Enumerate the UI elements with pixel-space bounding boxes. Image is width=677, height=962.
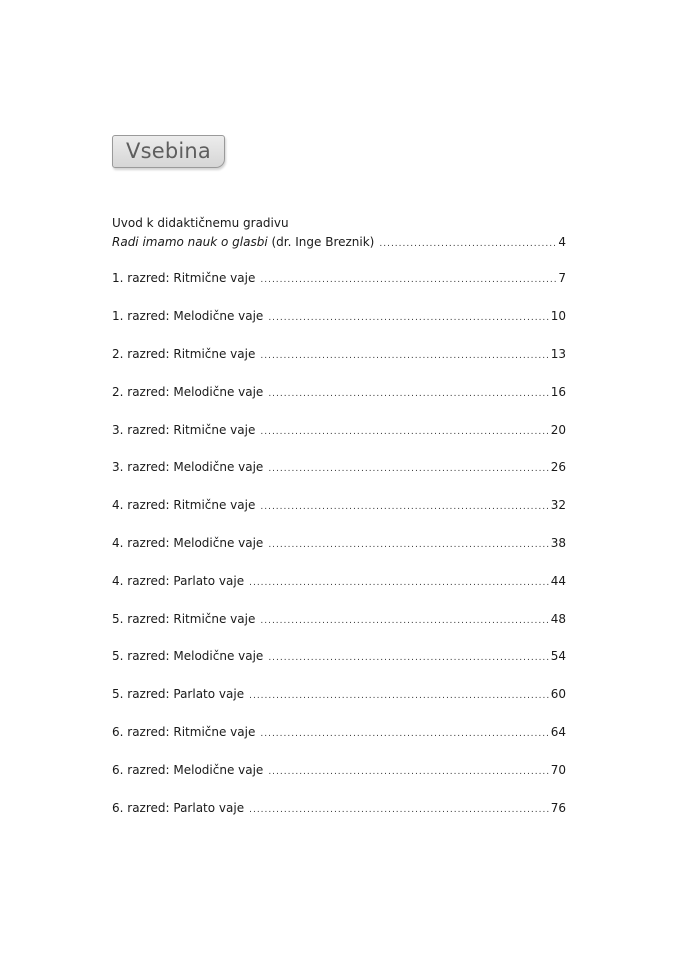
dot-leader bbox=[268, 538, 548, 552]
toc-entry[interactable] bbox=[112, 763, 566, 777]
dot-leader bbox=[260, 349, 548, 363]
toc-entry-page: 20 bbox=[550, 423, 566, 437]
dot-leader bbox=[268, 387, 548, 401]
dot-leader bbox=[260, 727, 548, 741]
toc-entry-label: 5. razred: Melodične vaje bbox=[112, 649, 264, 663]
dot-leader bbox=[268, 311, 548, 325]
dot-leader bbox=[249, 689, 549, 703]
toc-entry-label: 3. razred: Melodične vaje bbox=[112, 460, 264, 474]
toc-entry-label: 4. razred: Parlato vaje bbox=[112, 574, 245, 588]
toc-entry-page: 7 bbox=[558, 271, 566, 285]
toc-entry[interactable] bbox=[112, 801, 566, 815]
toc-entry-label: 2. razred: Melodične vaje bbox=[112, 385, 264, 399]
toc-entry-label bbox=[112, 235, 374, 249]
dot-leader bbox=[268, 651, 548, 665]
toc-entry-page: 26 bbox=[550, 460, 566, 474]
dot-leader bbox=[260, 500, 548, 514]
contents-heading-box bbox=[112, 135, 225, 168]
toc-entry-label: 3. razred: Ritmične vaje bbox=[112, 423, 256, 437]
toc-entry-label: 6. razred: Melodične vaje bbox=[112, 763, 264, 777]
toc-entry-label: 2. razred: Ritmične vaje bbox=[112, 347, 256, 361]
toc-entry-label: 5. razred: Parlato vaje bbox=[112, 687, 245, 701]
dot-leader bbox=[260, 614, 548, 628]
page-title: Vsebina bbox=[126, 139, 211, 163]
dot-leader bbox=[268, 462, 548, 476]
dot-leader bbox=[260, 425, 548, 439]
toc-entry-page: 32 bbox=[550, 498, 566, 512]
toc-entry[interactable] bbox=[112, 271, 566, 285]
toc-entry-label: 6. razred: Parlato vaje bbox=[112, 801, 245, 815]
toc-entry[interactable] bbox=[112, 687, 566, 701]
toc-entry[interactable] bbox=[112, 460, 566, 474]
toc-entry-label: 5. razred: Ritmične vaje bbox=[112, 612, 256, 626]
dot-leader bbox=[249, 576, 549, 590]
toc-entry[interactable] bbox=[112, 574, 566, 588]
toc-entry[interactable] bbox=[112, 309, 566, 323]
toc-entry-page: 38 bbox=[550, 536, 566, 550]
toc-entry[interactable] bbox=[112, 385, 566, 399]
toc-entry-label: 4. razred: Melodične vaje bbox=[112, 536, 264, 550]
intro-author: (dr. Inge Breznik) bbox=[267, 235, 375, 249]
toc-entry-page: 10 bbox=[550, 309, 566, 323]
toc-entry-label: 4. razred: Ritmične vaje bbox=[112, 498, 256, 512]
toc-entry-intro[interactable] bbox=[112, 235, 566, 249]
toc-entry-label: 1. razred: Melodične vaje bbox=[112, 309, 264, 323]
toc-entry-page: 64 bbox=[550, 725, 566, 739]
toc-entry-page: 16 bbox=[550, 385, 566, 399]
toc-entry-page: 13 bbox=[550, 347, 566, 361]
toc-entry-page: 44 bbox=[550, 574, 566, 588]
toc-entry-page: 54 bbox=[550, 649, 566, 663]
toc-entry[interactable] bbox=[112, 498, 566, 512]
intro-heading: Uvod k didaktičnemu gradivu bbox=[112, 216, 289, 230]
toc-entry[interactable] bbox=[112, 347, 566, 361]
intro-title: Radi imamo nauk o glasbi bbox=[112, 235, 268, 249]
toc-entry-label: 1. razred: Ritmične vaje bbox=[112, 271, 256, 285]
dot-leader bbox=[249, 803, 549, 817]
dot-leader bbox=[260, 273, 556, 287]
toc-entry[interactable] bbox=[112, 649, 566, 663]
toc-entry-page: 70 bbox=[550, 763, 566, 777]
dot-leader bbox=[379, 237, 556, 251]
toc-entry[interactable] bbox=[112, 536, 566, 550]
toc-entry-page: 48 bbox=[550, 612, 566, 626]
toc-entry-label: 6. razred: Ritmične vaje bbox=[112, 725, 256, 739]
toc-entry-page: 4 bbox=[558, 235, 566, 249]
dot-leader bbox=[268, 765, 548, 779]
toc-entry[interactable] bbox=[112, 423, 566, 437]
toc-entry-page: 60 bbox=[550, 687, 566, 701]
toc-entry[interactable] bbox=[112, 725, 566, 739]
toc-entry[interactable] bbox=[112, 612, 566, 626]
toc-entry-page: 76 bbox=[550, 801, 566, 815]
